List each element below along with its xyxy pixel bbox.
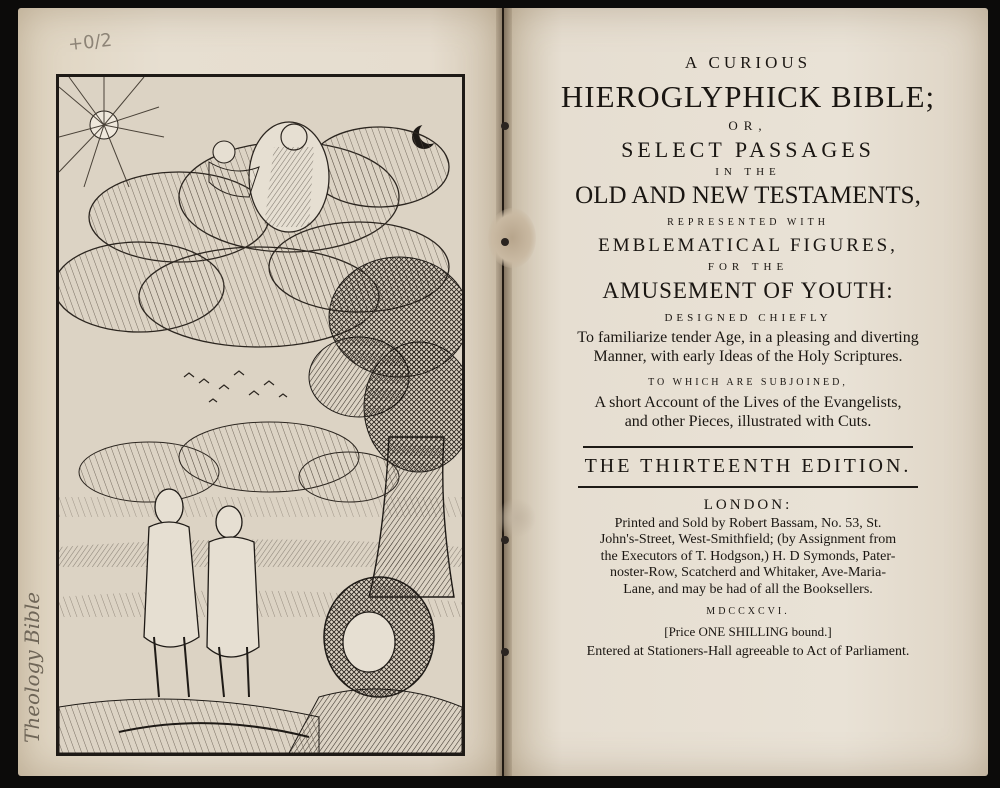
pencil-annotation: +0/2 — [67, 29, 114, 56]
engraving-illustration — [59, 77, 462, 753]
title-line-for-the: FOR THE — [707, 261, 789, 273]
edition-line: THE THIRTEENTH EDITION. — [584, 454, 912, 477]
title-line-emblematical: EMBLEMATICAL FIGURES, — [598, 235, 898, 256]
divider-rule — [578, 486, 918, 488]
entered-line: Entered at Stationers-Hall agreeable to Act of Parliament. — [586, 644, 910, 660]
title-line-hieroglyphick: HIEROGLYPHICK BIBLE; — [560, 79, 936, 114]
price-line: [Price ONE SHILLING bound.] — [664, 624, 832, 640]
title-line-amusement: AMUSEMENT OF YOUTH: — [602, 278, 894, 303]
title-page-text — [518, 52, 978, 659]
purpose-line-2: Manner, with early Ideas of the Holy Scriptures. — [593, 347, 903, 365]
binding-stitch — [501, 536, 509, 544]
frontispiece-engraving — [56, 74, 465, 756]
imprint-line-4: noster-Row, Scatcherd and Whitaker, Ave-Maria- — [609, 565, 887, 581]
title-line-select: SELECT PASSAGES — [621, 137, 875, 162]
title-line-testaments: OLD AND NEW TESTAMENTS, — [575, 182, 921, 209]
title-line-in-the: IN THE — [715, 166, 781, 178]
title-line-curious: A CURIOUS — [684, 53, 812, 72]
open-book — [18, 8, 990, 778]
imprint-year: MDCCXCVI. — [706, 606, 790, 618]
binding-stitch — [501, 648, 509, 656]
title-line-designed: DESIGNED CHIEFLY — [664, 312, 832, 324]
imprint-line-1: Printed and Sold by Robert Bassam, No. 53, St. — [614, 515, 882, 531]
binding-stitch — [501, 122, 509, 130]
divider-rule — [583, 446, 913, 448]
pencil-side-annotation: Theology Bible — [20, 591, 44, 743]
purpose-line-1: To familiarize tender Age, in a pleasing and diverting — [577, 329, 919, 346]
imprint-line-2: John's-Street, West-Smithfield; (by Assignment from — [599, 532, 897, 548]
binding-stitch — [501, 238, 509, 246]
account-line-2: and other Pieces, illustrated with Cuts. — [624, 412, 872, 430]
imprint-line-5: Lane, and may be had of all the Booksellers. — [623, 581, 873, 597]
imprint-line-3: the Executors of T. Hodgson,) H. D Symonds, Pater- — [600, 548, 896, 564]
title-line-represented: REPRESENTED WITH — [667, 217, 829, 228]
title-line-subjoined: TO WHICH ARE SUBJOINED, — [648, 376, 848, 388]
imprint-city: LONDON: — [703, 496, 793, 513]
account-line-1: A short Account of the Lives of the Evangelists, — [594, 393, 902, 411]
left-page — [18, 8, 502, 776]
title-line-or: OR, — [728, 118, 768, 133]
